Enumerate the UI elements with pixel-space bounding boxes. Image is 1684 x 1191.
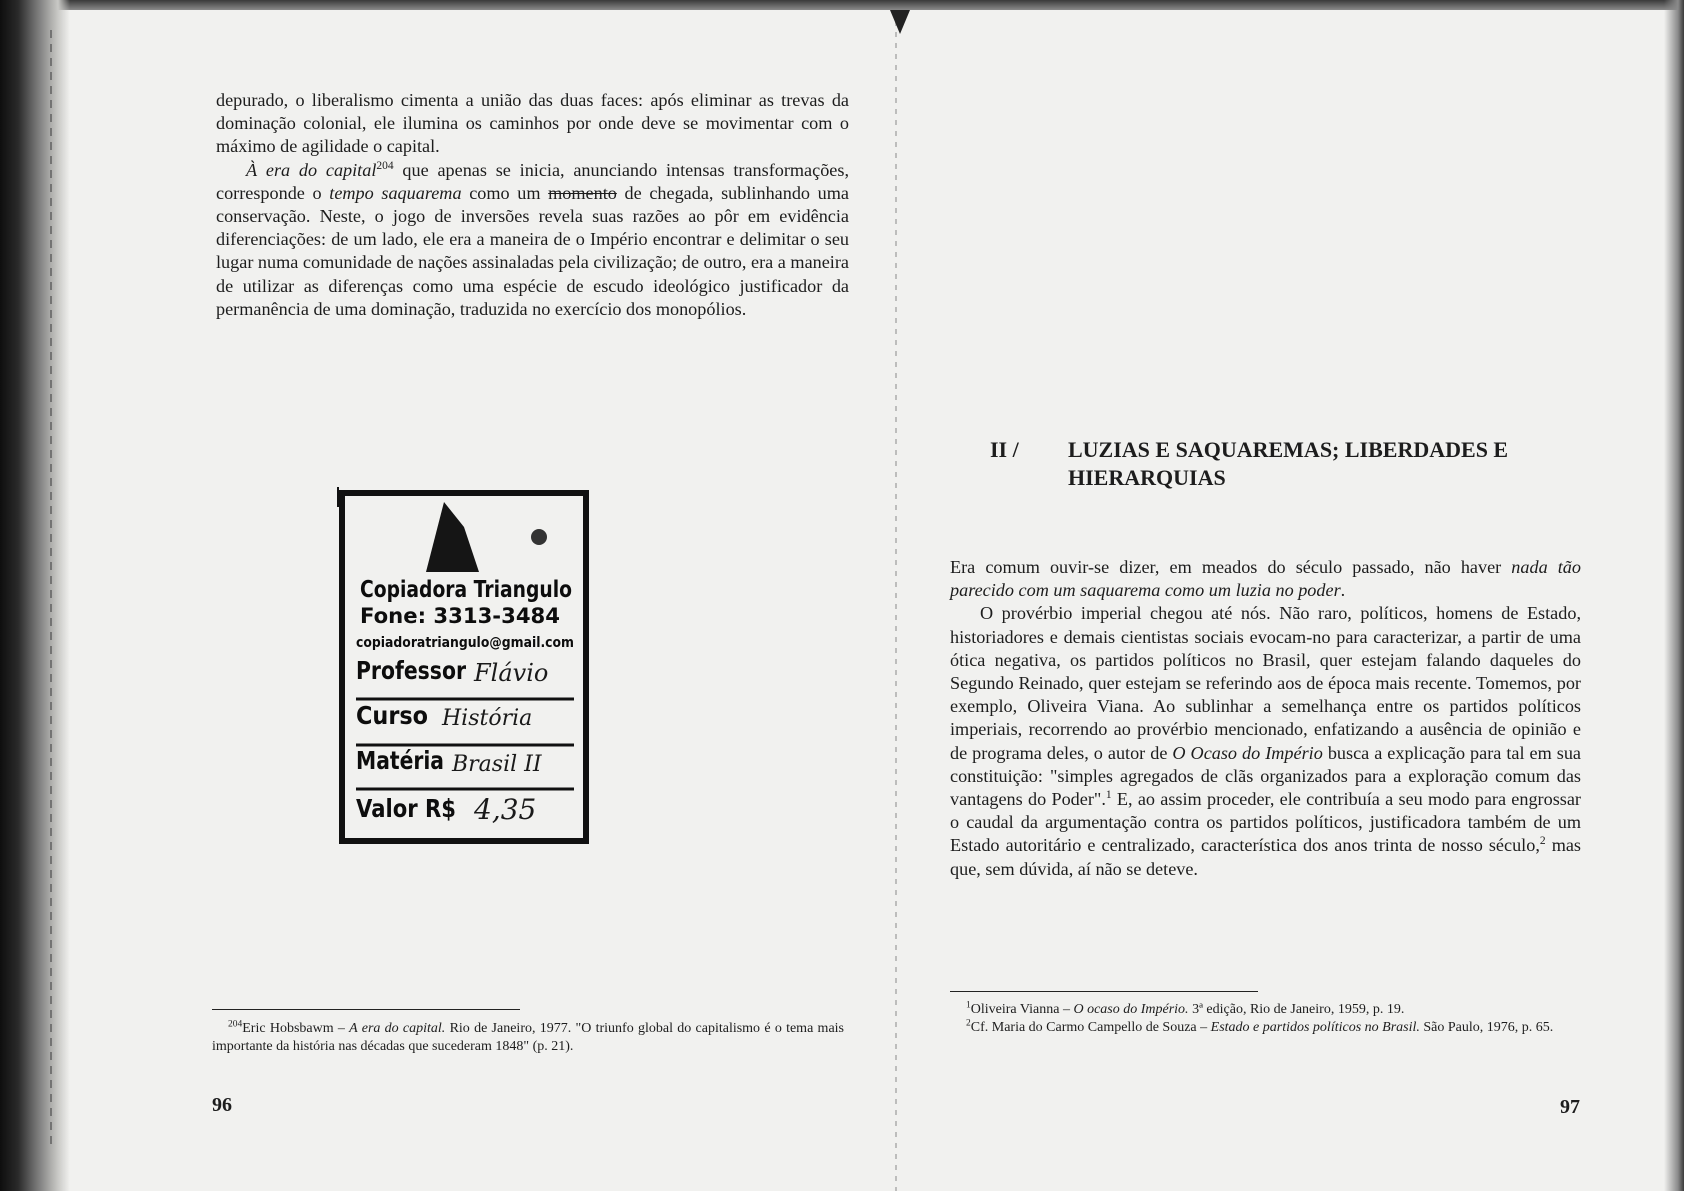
left-page-body	[216, 89, 849, 321]
work-title-italic: O Ocaso do Império	[1172, 742, 1323, 763]
stamp-graphic	[334, 487, 596, 849]
gutter-mark	[890, 10, 910, 34]
stamp-materia-label: Matéria	[356, 746, 444, 775]
bookstore-stamp	[334, 487, 596, 849]
text-run: que apenas se inicia, anunciando intensas transformações, corresponde o	[216, 159, 849, 203]
left-paragraph-1: depurado, o liberalismo cimenta a união das duas faces: após eliminar as trevas da dominação colonial, ele ilumina os caminhos por onde deve se movimentar com o máximo de agilidade o capital.	[216, 90, 849, 157]
footnote-ref: 204	[376, 159, 394, 172]
page-number-right: 97	[1560, 1096, 1580, 1118]
right-paragraph-2	[950, 602, 1581, 880]
stamp-curso-handwriting: História	[442, 706, 533, 731]
stamp-line-1: Copiadora Triangulo	[360, 577, 572, 603]
footnote-ref: 1	[1105, 788, 1112, 801]
left-paragraph-2	[216, 159, 849, 321]
right-footnotes	[950, 1001, 1584, 1036]
text-run: busca a explicação para tal em sua constituição: "simples agregados de clãs organizados para a exploração comum das vantagens do Poder".	[950, 742, 1581, 810]
stamp-professor-label: Professor	[356, 656, 467, 685]
text-run: de chegada, sublinhando uma conservação. Neste, o jogo de inversões revela suas razões ao pôr em evidência diferenciações: de um lado, ele era a maneira de o Império encontrar e delimitar o seu lugar numa comunidade de nações assinaladas pela civilização; de outro, era a maneira de utilizar as diferenças como uma espécie de escudo ideológico justificador da permanência de uma dominação, traduzida no exercício dos monopólios.	[216, 182, 849, 319]
left-footnote	[212, 1020, 844, 1055]
footnote-text: 3ª edição, Rio de Janeiro, 1959, p. 19.	[1188, 1002, 1405, 1017]
text-run: mas que, sem dúvida, aí não se deteve.	[950, 835, 1581, 879]
stamp-curso-label: Curso	[356, 701, 428, 730]
struck-word: momento	[548, 182, 617, 203]
page-number-left: 96	[212, 1094, 232, 1116]
italic-lead: À era do capital	[246, 159, 377, 180]
stamp-professor-handwriting: Flávio	[474, 659, 549, 687]
right-paragraph-1	[950, 556, 1581, 602]
right-page-body	[950, 556, 1581, 881]
footnote-text: São Paulo, 1976, p. 65.	[1419, 1019, 1554, 1035]
footnote-work: O ocaso do Império.	[1073, 1002, 1189, 1017]
footnote-2	[950, 1019, 1584, 1037]
book-binding-shadow	[0, 0, 70, 1191]
text-run: como um	[461, 182, 549, 203]
text-run: .	[1340, 580, 1346, 601]
footnote-author: Cf. Maria do Carmo Campello de Souza –	[970, 1019, 1211, 1035]
footnote-1	[950, 1001, 1584, 1019]
stamp-materia-handwriting: Brasil II	[452, 752, 542, 777]
stamp-line-3: copiadoratriangulo@gmail.com	[356, 635, 574, 651]
text-run: O provérbio imperial chegou até nós. Não raro, políticos, homens de Estado, historiadores e demais cientistas sociais evocam-no para caracterizar, a partir de uma ótica negativa, os partidos políticos no Brasil, quer estejam falando daqueles do Segundo Reinado, quer estejam se referindo aos de época mais recente. Tomemos, por exemplo, Oliveira Viana. Ao sublinhar a semelhança entre os partidos políticos imperiais, recorrendo ao provérbio mencionado, enfatizando a ausência de opinião e de programa deles, o autor de	[950, 603, 1581, 763]
footnote-number: 204	[228, 1019, 243, 1030]
stamp-valor-handwriting: 4,35	[474, 793, 537, 826]
footnote-author: Oliveira Vianna –	[970, 1002, 1074, 1017]
italic-term: tempo saquarema	[329, 182, 462, 203]
footnote-number: 2	[966, 1017, 971, 1028]
footnote-work: Estado e partidos políticos no Brasil.	[1210, 1019, 1420, 1035]
scan-top-edge	[0, 0, 1684, 10]
footnote-ref: 2	[1539, 835, 1546, 848]
footnote-author: Eric Hobsbawm –	[242, 1021, 350, 1036]
chapter-number: II /	[990, 437, 1019, 462]
footnote-rule-right	[950, 991, 1258, 992]
chapter-title: LUZIAS E SAQUAREMAS; LIBERDADES E HIERARQUIAS	[1068, 437, 1509, 490]
footnote-rule-left	[212, 1009, 520, 1010]
footnote-204	[212, 1020, 844, 1055]
footnote-text: Rio de Janeiro, 1977. "O triunfo global do capitalismo é o tema mais importante da história nas décadas que sucederam 1848" (p. 21).	[212, 1021, 844, 1054]
footnote-work: A era do capital.	[349, 1021, 446, 1036]
proverb-italic: nada tão parecido com um saquarema como um luzia no poder	[950, 557, 1581, 601]
page-gutter	[895, 10, 897, 1191]
text-run: Era comum ouvir-se dizer, em meados do século passado, não haver	[950, 557, 1512, 577]
text-run: E, ao assim proceder, ele contribuía a seu modo para engrossar o caudal da argumentação contra os partidos políticos, justificadora também de um Estado autoritário e centralizado, característica dos anos trinta de nosso século,	[950, 789, 1581, 856]
footnote-number: 1	[966, 1000, 971, 1011]
right-page-edge	[1664, 0, 1684, 1191]
stamp-valor-label: Valor R$	[356, 794, 456, 823]
stamp-line-2: Fone: 3313-3484	[360, 604, 560, 628]
